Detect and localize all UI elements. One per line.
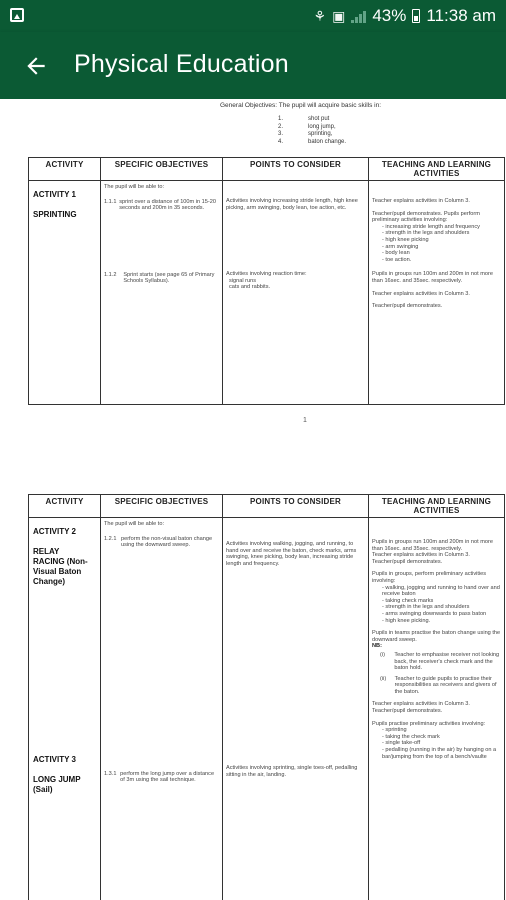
points-text: Activities involving walking, jogging, and running, to hand over and receive the baton, check marks, arms swinging, knee picking, body lean, increasing stride length and frequency. [226, 541, 357, 567]
col-header-teaching: TEACHING AND LEARNING ACTIVITIES [369, 495, 505, 518]
points-item: cats and rabbits. [229, 284, 271, 291]
teaching-text: Teacher explains activities in Column 3. Teacher/pupil demonstrates. [372, 701, 470, 715]
col-header-activity: ACTIVITY [29, 158, 101, 181]
activity-name: RELAY RACING (Non-Visual Baton Change) [33, 547, 88, 586]
clock: 11:38 am [426, 6, 496, 25]
nb-item: (ii) Teacher to guide pupils to practise their responsibilities as receivers and givers of the baton. [380, 675, 497, 695]
teaching-text: Teacher/pupil demonstrates. Pupils perform preliminary activities involving: [372, 210, 480, 224]
teaching-text: Teacher/pupil demonstrates. [372, 558, 443, 565]
syllabus-table-2 [28, 494, 505, 900]
col-header-teaching: TEACHING AND LEARNING ACTIVITIES [369, 158, 505, 181]
nb-label: NB: [372, 643, 382, 650]
page-title: Physical Education [74, 50, 289, 78]
teaching-bullets: - sprinting - taking the check mark - single take-off - pedalling (running in the air) by hanging on a bar/jumping from the top of a bench/vaulte [372, 727, 501, 760]
data-icon: ▣ [332, 7, 346, 24]
points-cell [223, 518, 369, 900]
teaching-cell [369, 181, 505, 405]
teaching-text: Pupils in groups, perform preliminary activities involving: [372, 571, 487, 584]
col-header-points: POINTS TO CONSIDER [223, 495, 369, 518]
activity-name: LONG JUMP (Sail) [33, 775, 81, 794]
col-header-activity: ACTIVITY [29, 495, 101, 518]
share-icon: ⚘ [313, 7, 327, 24]
teaching-text: Pupils in groups run 100m and 200m in not more than 16sec. and 35sec. respectively. [372, 271, 493, 284]
teaching-bullets: - walking, jogging and running to hand over and receive baton - taking check marks - strength in the legs and shoulders - arms swinging downwards to pass baton - high knee picking. [372, 585, 501, 625]
points-item: signal runs [229, 277, 257, 284]
col-header-points: POINTS TO CONSIDER [223, 158, 369, 181]
objective-item: 1. shot put [278, 116, 330, 122]
nb-item: (i) Teacher to emphasise receiver not looking back, the receiver's check mark and the baton hold. [380, 651, 500, 672]
activity-title: ACTIVITY 1 [33, 190, 76, 199]
objectives-cell [101, 518, 223, 900]
objective-item: 2. long jump, [278, 123, 336, 130]
teaching-text: Teacher explains activities in Column 3. [372, 198, 470, 204]
points-list [226, 278, 365, 291]
objective-row: 1.2.1 perform the non-visual baton change using the downward sweep. [104, 535, 213, 549]
signal-icon [351, 9, 366, 23]
page-number: 1 [303, 417, 307, 424]
back-arrow-icon[interactable] [22, 53, 50, 79]
general-objectives: General Objectives: The pupil will acquire basic skills in: [220, 102, 382, 109]
objectives-cell [101, 181, 223, 405]
activity-title: ACTIVITY 2 [33, 527, 76, 536]
teaching-cell [369, 518, 505, 900]
teaching-text: Teacher explains activities in Column 3. [372, 552, 470, 559]
teaching-text: Teacher/pupil demonstrates. [372, 303, 443, 310]
objectives-list [278, 116, 346, 147]
points-text: Activities involving sprinting, single toes-off, pedalling sitting in the air, landing. [226, 765, 358, 778]
teaching-text: Teacher explains activities in Column 3. [372, 290, 470, 297]
pupil-able-text: The pupil will be able to: [104, 184, 165, 190]
pupil-able-text: The pupil will be able to: [104, 521, 165, 527]
app-bar [0, 32, 506, 99]
activity-title: ACTIVITY 3 [33, 755, 76, 764]
objective-item: 4. baton change. [278, 139, 347, 146]
status-bar [0, 0, 506, 32]
objective-row: 1.1.1 sprint over a distance of 100m in 15-20 seconds and 200m in 35 seconds. [104, 198, 216, 212]
battery-percent: 43% [372, 6, 407, 25]
points-text: Activities involving increasing stride length, high knee picking, arm swinging, body lean, toe action, etc. [226, 198, 358, 211]
col-header-objectives: SPECIFIC OBJECTIVES [101, 158, 223, 181]
teaching-text: Pupils in groups run 100m and 200m in not more than 16sec. and 35sec. respectively. [372, 539, 493, 552]
teaching-text: Pupils practise preliminary activities involving: [372, 720, 486, 727]
points-cell [223, 181, 369, 405]
col-header-objectives: SPECIFIC OBJECTIVES [101, 495, 223, 518]
syllabus-table-1 [28, 157, 505, 405]
document-viewer[interactable] [0, 99, 506, 900]
status-right [314, 5, 496, 27]
activity-cell [29, 518, 101, 900]
objective-row: 1.3.1 perform the long jump over a distance of 3m using the sail technique. [104, 770, 215, 784]
objective-item: 3. sprinting, [278, 131, 333, 138]
objective-row: 1.1.2 Sprint starts (see page 65 of Primary Schools Syllabus). [104, 271, 215, 285]
activity-cell [29, 181, 101, 405]
points-text: Activities involving reaction time: [226, 271, 307, 278]
gallery-icon [10, 8, 24, 22]
activity-name: SPRINTING [33, 210, 77, 219]
teaching-text: Pupils in teams practise the baton change using the downward sweep. [372, 630, 501, 643]
teaching-bullets: - increasing stride length and frequency - strength in the legs and shoulders - high knee picking - arm swinging - body lean - toe action. [372, 224, 501, 264]
battery-icon [412, 9, 420, 23]
